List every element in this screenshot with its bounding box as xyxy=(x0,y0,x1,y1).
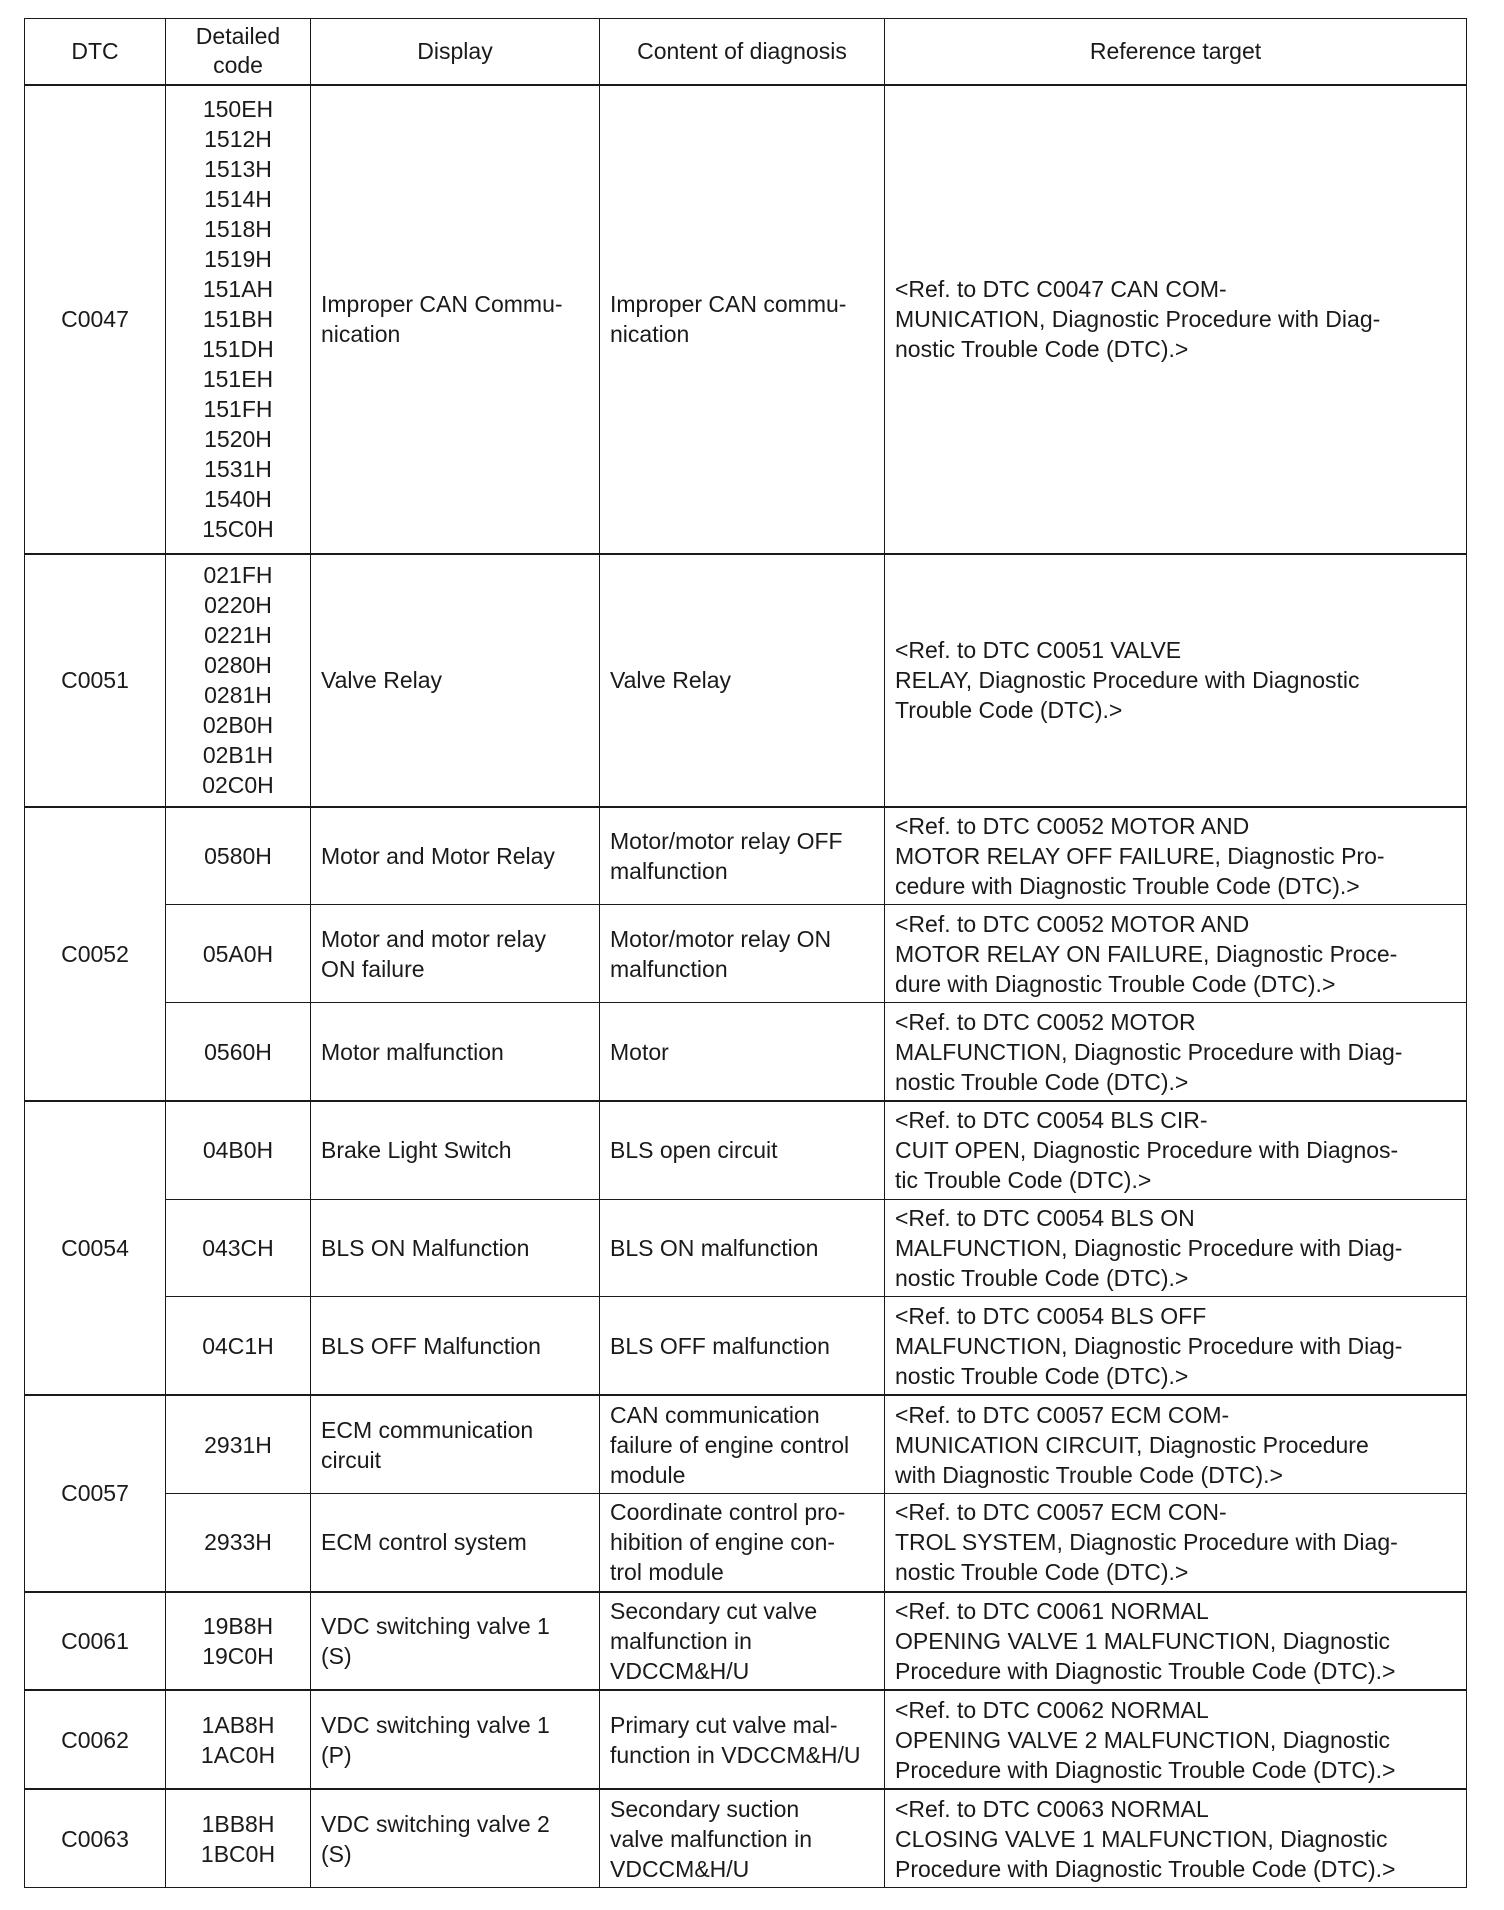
content-text-line: Motor/motor relay OFF xyxy=(610,828,843,855)
detailed-code: 1BB8H xyxy=(201,1810,275,1837)
reference-text-line: <Ref. to DTC C0054 BLS CIR- xyxy=(895,1107,1208,1134)
reference-text-line: <Ref. to DTC C0052 MOTOR xyxy=(895,1008,1196,1035)
content-text-line: malfunction xyxy=(610,955,728,982)
reference-text-line: tic Trouble Code (DTC).> xyxy=(895,1167,1152,1194)
header-row xyxy=(25,19,1467,85)
detailed-code: 0580H xyxy=(204,843,272,870)
content-cell xyxy=(600,1789,885,1887)
detailed-code-cell xyxy=(166,1493,311,1591)
detailed-code: 02B1H xyxy=(202,742,274,769)
reference-cell xyxy=(885,905,1467,1003)
content-cell xyxy=(600,1592,885,1691)
reference-text-line: CLOSING VALVE 1 MALFUNCTION, Diagnostic xyxy=(895,1825,1388,1852)
content-cell xyxy=(600,1199,885,1297)
detailed-code: 150EH xyxy=(202,96,274,123)
detailed-code: 02B0H xyxy=(202,712,274,739)
dtc-group xyxy=(25,807,1467,1101)
content-text-line: Motor/motor relay ON xyxy=(610,925,832,952)
display-text-line: ECM communication xyxy=(321,1416,534,1443)
reference-text-line: nostic Trouble Code (DTC).> xyxy=(895,1265,1189,1292)
content-cell xyxy=(600,1395,885,1493)
table-row xyxy=(25,807,1467,905)
display-text-line: (S) xyxy=(321,1840,352,1867)
reference-text-line: MALFUNCTION, Diagnostic Procedure with Diag- xyxy=(895,1038,1403,1065)
dtc-table xyxy=(24,18,1467,1888)
dtc-cell: C0061 xyxy=(25,1592,166,1691)
reference-cell xyxy=(885,807,1467,905)
display-text-line: Motor malfunction xyxy=(321,1038,504,1065)
reference-text-line: nostic Trouble Code (DTC).> xyxy=(895,1362,1189,1389)
dtc-cell: C0052 xyxy=(25,807,166,1101)
display-cell xyxy=(311,1493,600,1591)
detailed-code-cell xyxy=(166,554,311,807)
display-text-line: Brake Light Switch xyxy=(321,1137,512,1164)
detailed-code: 0281H xyxy=(204,682,272,709)
detailed-code-cell xyxy=(166,905,311,1003)
display-cell xyxy=(311,85,600,554)
detailed-code: 043CH xyxy=(202,1235,274,1262)
detailed-code: 0221H xyxy=(204,622,272,649)
detailed-code: 1520H xyxy=(204,426,272,453)
table-row xyxy=(25,1493,1467,1591)
reference-cell xyxy=(885,1395,1467,1493)
display-cell xyxy=(311,1003,600,1101)
detailed-code: 1513H xyxy=(204,156,272,183)
table-header xyxy=(25,19,1467,85)
dtc-cell: C0063 xyxy=(25,1789,166,1887)
table-row xyxy=(25,1199,1467,1297)
detailed-code: 1BC0H xyxy=(200,1840,276,1867)
display-text-line: (S) xyxy=(321,1643,352,1670)
content-text-line: Secondary cut valve xyxy=(610,1598,818,1625)
display-text-line: nication xyxy=(321,321,401,348)
content-text-line: BLS ON malfunction xyxy=(610,1235,819,1262)
display-text-line: (P) xyxy=(321,1741,352,1768)
display-text-line: ON failure xyxy=(321,955,425,982)
reference-text-line: Procedure with Diagnostic Trouble Code (DTC).> xyxy=(895,1855,1396,1882)
dtc-group xyxy=(25,85,1467,554)
dtc-cell: C0051 xyxy=(25,554,166,807)
content-text-line: Primary cut valve mal- xyxy=(610,1711,838,1738)
reference-text-line: OPENING VALVE 2 MALFUNCTION, Diagnostic xyxy=(895,1726,1391,1753)
detailed-code: 1AC0H xyxy=(200,1741,276,1768)
table-row xyxy=(25,1789,1467,1887)
header-dtc: DTC xyxy=(25,19,166,85)
reference-text-line: nostic Trouble Code (DTC).> xyxy=(895,1068,1189,1095)
detailed-code: 04C1H xyxy=(202,1332,274,1359)
reference-text-line: <Ref. to DTC C0052 MOTOR AND xyxy=(895,813,1250,840)
reference-text-line: Procedure with Diagnostic Trouble Code (DTC).> xyxy=(895,1756,1396,1783)
reference-text-line: TROL SYSTEM, Diagnostic Procedure with Diag- xyxy=(895,1529,1398,1556)
detailed-code: 1AB8H xyxy=(201,1711,275,1738)
content-text-line: BLS OFF malfunction xyxy=(610,1332,830,1359)
reference-text-line: MOTOR RELAY OFF FAILURE, Diagnostic Pro- xyxy=(895,843,1385,870)
reference-text-line: with Diagnostic Trouble Code (DTC).> xyxy=(895,1461,1283,1488)
header-content-of-diagnosis: Content of diagnosis xyxy=(600,19,885,85)
detailed-code: 1518H xyxy=(204,216,272,243)
display-text-line: Valve Relay xyxy=(321,667,443,694)
display-text-line: ECM control system xyxy=(321,1529,527,1556)
reference-cell xyxy=(885,1199,1467,1297)
dtc-cell: C0062 xyxy=(25,1690,166,1789)
dtc-group xyxy=(25,554,1467,807)
reference-cell xyxy=(885,554,1467,807)
content-cell xyxy=(600,1690,885,1789)
display-cell xyxy=(311,1592,600,1691)
display-text-line: BLS OFF Malfunction xyxy=(321,1332,541,1359)
dtc-cell: C0057 xyxy=(25,1395,166,1592)
detailed-code: 15C0H xyxy=(202,516,274,543)
detailed-code: 0560H xyxy=(204,1038,272,1065)
reference-text-line: Procedure with Diagnostic Trouble Code (DTC).> xyxy=(895,1658,1396,1685)
reference-cell xyxy=(885,1690,1467,1789)
reference-cell xyxy=(885,1493,1467,1591)
table-row xyxy=(25,1101,1467,1199)
detailed-code: 151FH xyxy=(203,396,273,423)
detailed-code-cell xyxy=(166,1395,311,1493)
detailed-code: 1512H xyxy=(204,126,272,153)
detailed-code: 1514H xyxy=(204,186,272,213)
detailed-code: 0280H xyxy=(204,652,272,679)
content-text-line: trol module xyxy=(610,1559,724,1586)
reference-text-line: <Ref. to DTC C0054 BLS OFF xyxy=(895,1302,1207,1329)
detailed-code-cell xyxy=(166,1690,311,1789)
header-detailed-code: Detailed code xyxy=(166,19,311,85)
content-text-line: hibition of engine con- xyxy=(610,1529,836,1556)
reference-text-line: <Ref. to DTC C0062 NORMAL xyxy=(895,1696,1209,1723)
detailed-code: 19B8H xyxy=(202,1613,274,1640)
reference-text-line: cedure with Diagnostic Trouble Code (DTC).> xyxy=(895,873,1360,900)
reference-cell xyxy=(885,1003,1467,1101)
detailed-code-cell xyxy=(166,1003,311,1101)
detailed-code-cell xyxy=(166,1101,311,1199)
table-row xyxy=(25,1297,1467,1395)
table-row xyxy=(25,1592,1467,1691)
display-text-line: Motor and motor relay xyxy=(321,925,546,952)
dtc-group xyxy=(25,1789,1467,1887)
display-text-line: VDC switching valve 2 xyxy=(321,1810,550,1837)
reference-text-line: <Ref. to DTC C0057 ECM COM- xyxy=(895,1401,1230,1428)
content-cell xyxy=(600,85,885,554)
detailed-code: 0220H xyxy=(204,592,272,619)
display-cell xyxy=(311,1690,600,1789)
content-text-line: VDCCM&H/U xyxy=(610,1658,750,1685)
header-reference-target: Reference target xyxy=(885,19,1467,85)
detailed-code: 02C0H xyxy=(202,772,274,799)
reference-text-line: OPENING VALVE 1 MALFUNCTION, Diagnostic xyxy=(895,1628,1391,1655)
detailed-code: 151DH xyxy=(202,336,274,363)
display-cell xyxy=(311,1789,600,1887)
content-text-line: BLS open circuit xyxy=(610,1137,778,1164)
dtc-group xyxy=(25,1690,1467,1789)
detailed-code: 1519H xyxy=(204,246,272,273)
reference-cell xyxy=(885,85,1467,554)
reference-text-line: RELAY, Diagnostic Procedure with Diagnostic xyxy=(895,667,1360,694)
content-text-line: malfunction in xyxy=(610,1628,752,1655)
reference-cell xyxy=(885,1101,1467,1199)
detailed-code: 151AH xyxy=(202,276,274,303)
table-row xyxy=(25,554,1467,807)
reference-text-line: dure with Diagnostic Trouble Code (DTC).> xyxy=(895,970,1336,997)
dtc-cell: C0047 xyxy=(25,85,166,554)
reference-text-line: <Ref. to DTC C0061 NORMAL xyxy=(895,1598,1209,1625)
detailed-code: 151BH xyxy=(202,306,274,333)
reference-text-line: <Ref. to DTC C0047 CAN COM- xyxy=(895,276,1227,303)
content-cell xyxy=(600,1297,885,1395)
display-cell xyxy=(311,1297,600,1395)
display-cell xyxy=(311,807,600,905)
reference-text-line: Trouble Code (DTC).> xyxy=(895,697,1123,724)
content-text-line: valve malfunction in xyxy=(610,1825,812,1852)
table-row xyxy=(25,905,1467,1003)
content-cell xyxy=(600,554,885,807)
display-text-line: Improper CAN Commu- xyxy=(321,291,563,318)
detailed-code-cell xyxy=(166,85,311,554)
reference-text-line: <Ref. to DTC C0054 BLS ON xyxy=(895,1205,1195,1232)
content-cell xyxy=(600,1493,885,1591)
detailed-code: 021FH xyxy=(203,562,273,589)
detailed-code: 1531H xyxy=(204,456,272,483)
display-cell xyxy=(311,905,600,1003)
display-text-line: circuit xyxy=(321,1446,382,1473)
reference-text-line: MOTOR RELAY ON FAILURE, Diagnostic Proce- xyxy=(895,940,1398,967)
content-cell xyxy=(600,1003,885,1101)
display-text-line: VDC switching valve 1 xyxy=(321,1711,550,1738)
table-row xyxy=(25,1690,1467,1789)
reference-text-line: CUIT OPEN, Diagnostic Procedure with Diagnos- xyxy=(895,1137,1399,1164)
content-text-line: CAN communication xyxy=(610,1401,820,1428)
content-text-line: Improper CAN commu- xyxy=(610,291,847,318)
detailed-code: 151EH xyxy=(202,366,274,393)
content-cell xyxy=(600,807,885,905)
detailed-code: 1540H xyxy=(204,486,272,513)
detailed-code-cell xyxy=(166,1592,311,1691)
display-cell xyxy=(311,1395,600,1493)
content-text-line: Secondary suction xyxy=(610,1795,800,1822)
content-text-line: VDCCM&H/U xyxy=(610,1855,750,1882)
detailed-code: 05A0H xyxy=(202,940,274,967)
content-text-line: malfunction xyxy=(610,858,728,885)
display-cell xyxy=(311,554,600,807)
reference-text-line: MALFUNCTION, Diagnostic Procedure with Diag- xyxy=(895,1332,1403,1359)
dtc-group xyxy=(25,1592,1467,1691)
content-text-line: Coordinate control pro- xyxy=(610,1499,846,1526)
detailed-code: 19C0H xyxy=(202,1643,274,1670)
display-text-line: BLS ON Malfunction xyxy=(321,1235,530,1262)
detailed-code: 2933H xyxy=(204,1529,272,1556)
reference-text-line: <Ref. to DTC C0063 NORMAL xyxy=(895,1795,1209,1822)
detailed-code-cell xyxy=(166,1297,311,1395)
reference-text-line: nostic Trouble Code (DTC).> xyxy=(895,336,1189,363)
reference-cell xyxy=(885,1297,1467,1395)
reference-text-line: nostic Trouble Code (DTC).> xyxy=(895,1559,1189,1586)
detailed-code-cell xyxy=(166,1789,311,1887)
content-text-line: Valve Relay xyxy=(610,667,732,694)
content-cell xyxy=(600,1101,885,1199)
display-cell xyxy=(311,1199,600,1297)
content-text-line: Motor xyxy=(610,1038,669,1065)
display-text-line: Motor and Motor Relay xyxy=(321,843,555,870)
reference-text-line: MUNICATION CIRCUIT, Diagnostic Procedure xyxy=(895,1431,1369,1458)
table-row xyxy=(25,1003,1467,1101)
content-text-line: nication xyxy=(610,321,690,348)
reference-cell xyxy=(885,1592,1467,1691)
display-cell xyxy=(311,1101,600,1199)
dtc-group xyxy=(25,1101,1467,1395)
table-row xyxy=(25,1395,1467,1493)
reference-text-line: <Ref. to DTC C0051 VALVE xyxy=(895,637,1182,664)
reference-text-line: <Ref. to DTC C0057 ECM CON- xyxy=(895,1499,1227,1526)
reference-text-line: MALFUNCTION, Diagnostic Procedure with Diag- xyxy=(895,1235,1403,1262)
reference-text-line: <Ref. to DTC C0052 MOTOR AND xyxy=(895,910,1250,937)
dtc-cell: C0054 xyxy=(25,1101,166,1395)
content-text-line: module xyxy=(610,1461,686,1488)
content-text-line: function in VDCCM&H/U xyxy=(610,1741,861,1768)
detailed-code: 04B0H xyxy=(202,1137,274,1164)
reference-cell xyxy=(885,1789,1467,1887)
display-text-line: VDC switching valve 1 xyxy=(321,1613,550,1640)
detailed-code-cell xyxy=(166,807,311,905)
table-row xyxy=(25,85,1467,554)
header-display: Display xyxy=(311,19,600,85)
detailed-code: 2931H xyxy=(204,1431,272,1458)
content-text-line: failure of engine control xyxy=(610,1431,850,1458)
dtc-group xyxy=(25,1395,1467,1592)
detailed-code-cell xyxy=(166,1199,311,1297)
content-cell xyxy=(600,905,885,1003)
reference-text-line: MUNICATION, Diagnostic Procedure with Diag- xyxy=(895,306,1381,333)
